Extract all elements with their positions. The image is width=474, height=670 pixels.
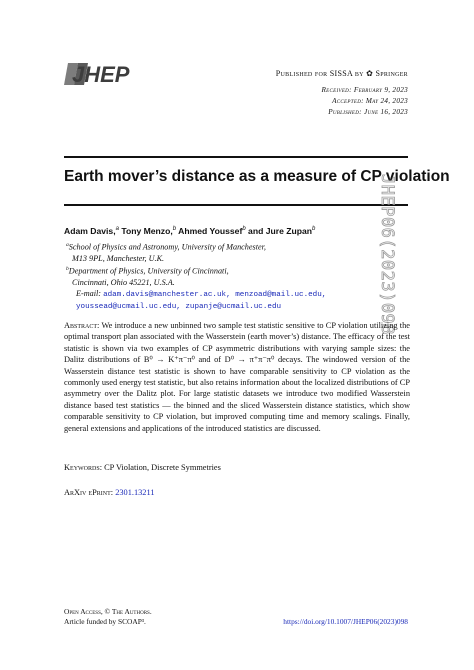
abstract-text: We introduce a new unbinned two sample test statistic sensitive to CP violation utilizing the optimal transport plan associated with the Wasserstein (earth mover’s) distance. The efficacy of the test statistic is shown via two examples of CP asymmetric distributions with varying sample sizes: the Dalitz distributions of B⁰ → K⁺π⁻π⁰ and of D⁰ → π⁺π⁻π⁰ decays. The windowed version of the Wasserstein distance test statistic is shown to have comparable sensitivity to CP violation as the commonly used energy test statistic, but also retains information about the localized distributions of CP asymmetry over the Dalitz plot. For large statistic datasets we introduce two modified Wasserstein distance based test statistics — the binned and the sliced Wasserstein distance statistics, which show comparable sensitivity to CP violation, but improved computing time and memory scalings. Finally, general extensions and applications of the introduced statistics are discussed.	[64, 321, 411, 433]
funding-line: Article funded by SCOAP³.	[64, 617, 146, 626]
open-access-line: Open Access, © The Authors.	[64, 607, 152, 616]
publication-info	[276, 68, 408, 118]
affiliation: $^b$Department of Physics, University of Cincinnati, Cincinnati, Ohio 45221, U.S.A.	[66, 266, 229, 287]
springer-icon: ✿	[366, 69, 374, 78]
keywords-value: CP Violation, Discrete Symmetries	[104, 463, 221, 472]
author-list	[64, 226, 315, 236]
footer-license	[64, 607, 152, 627]
arxiv-eprint	[64, 488, 155, 497]
author: Adam Davis,$^a$	[64, 226, 119, 236]
author: Tony Menzo,$^b$	[121, 226, 177, 236]
paper-title: Earth mover’s distance as a measure of CP violation	[64, 168, 450, 185]
email-label: E-mail:	[76, 289, 102, 298]
arxiv-link[interactable]: 2301.13211	[115, 488, 155, 497]
doi-link[interactable]: https://doi.org/10.1007/JHEP06(2023)098	[283, 617, 408, 626]
svg-text:JHEP: JHEP	[72, 62, 130, 87]
keywords	[64, 463, 221, 472]
email-block	[76, 288, 326, 313]
abstract	[64, 320, 410, 434]
publisher-line	[276, 68, 408, 79]
publisher-label: Published for SISSA by	[275, 69, 364, 78]
email-link[interactable]: youssead@ucmail.uc.edu, zupanje@ucmail.uc.edu	[76, 302, 282, 311]
title-rule-top	[64, 156, 408, 158]
arxiv-label: ArXiv ePrint:	[64, 488, 114, 497]
affiliation: $^a$School of Physics and Astronomy, University of Manchester, M13 9PL, Manchester, U.K.	[66, 242, 266, 263]
author: and Jure Zupan$^b$	[248, 226, 316, 236]
title-rule-bottom	[64, 204, 408, 206]
journal-identifier: JHEP06(2023)098	[377, 174, 397, 336]
keywords-label: Keywords:	[64, 463, 103, 472]
publisher-brand: Springer	[375, 69, 408, 78]
jhep-logo	[64, 60, 138, 88]
email-link[interactable]: adam.davis@manchester.ac.uk, menzoad@mail.uc.edu,	[103, 291, 327, 299]
published-date: Published: June 16, 2023	[328, 108, 408, 116]
author: Ahmed Youssef$^b$	[178, 226, 246, 236]
received-date: Received: February 9, 2023	[321, 86, 408, 94]
abstract-label: Abstract:	[64, 321, 100, 330]
accepted-date: Accepted: May 24, 2023	[332, 97, 408, 105]
